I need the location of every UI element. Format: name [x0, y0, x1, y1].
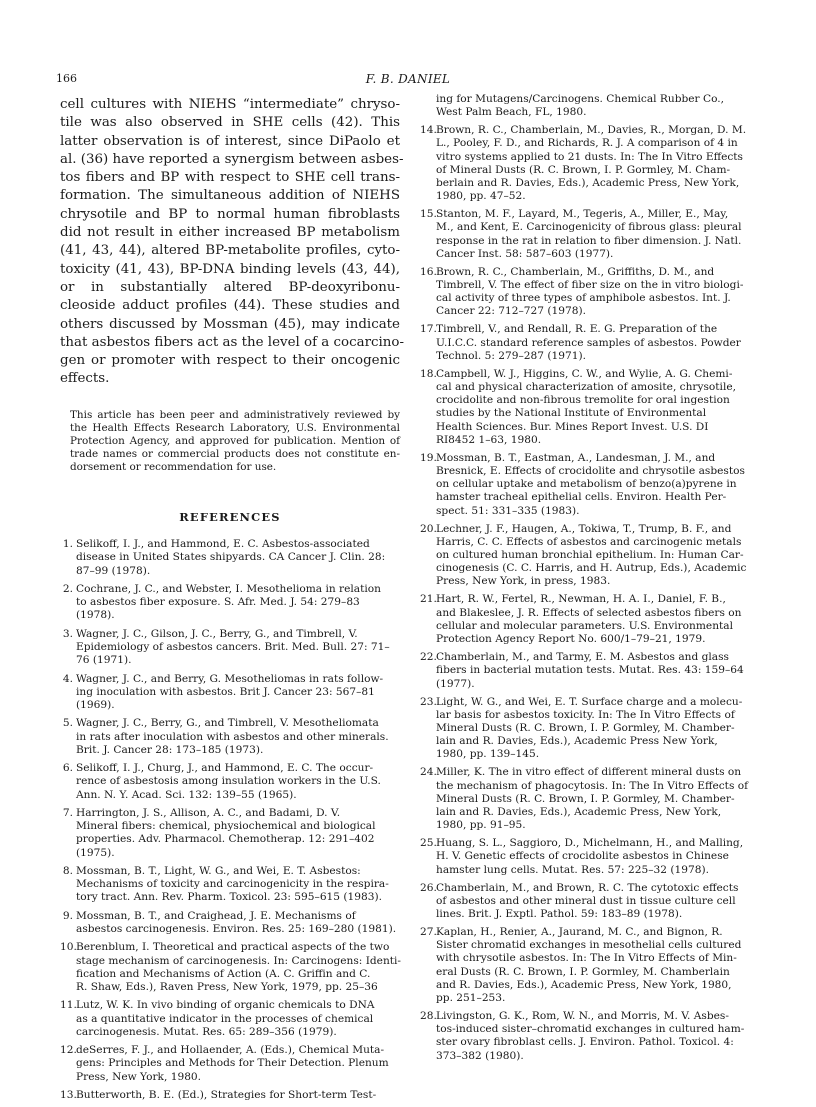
- reference-line: 1980, pp. 91–95.: [436, 819, 526, 832]
- body-text-line: toxicity (41, 43), BP-DNA binding levels (43, 44),: [60, 261, 400, 277]
- reference-line: Sister chromatid exchanges in mesothelial cells cultured: [436, 939, 742, 952]
- reference-number: 9.: [62, 909, 73, 922]
- reference-line: the mechanism of phagocytosis. In: The In Vitro Effects of: [436, 779, 749, 792]
- body-text-line: chrysotile and BP to normal human fibroblasts: [60, 206, 400, 222]
- page-number: 166: [56, 72, 77, 85]
- reference-line: (1975).: [76, 846, 115, 859]
- reference-line: Harrington, J. S., Allison, A. C., and Badami, D. V.: [76, 807, 341, 819]
- reference-line: Brown, R. C., Chamberlain, M., Griffiths, D. M., and: [436, 265, 715, 278]
- left-column: [60, 96, 404, 1107]
- reference-line: response in the rat in relation to fiber dimension. J. Natl.: [436, 234, 742, 247]
- reference-line: Mossman, B. T., and Craighead, J. E. Mechanisms of: [76, 909, 356, 922]
- reference-line: cellular and molecular parameters. U.S. Environmental: [436, 619, 733, 632]
- reference-line: Huang, S. L., Saggioro, D., Michelmann, H., and Malling,: [436, 837, 744, 850]
- reference-item: [60, 1044, 400, 1084]
- reference-line: 76 (1971).: [76, 654, 132, 667]
- reference-line: Butterworth, B. E. (Ed.), Strategies for Short-term Test-: [76, 1088, 377, 1101]
- reference-line: Timbrell, V. The effect of fiber size on the in vitro biologi-: [436, 279, 744, 292]
- reference-item: [60, 1089, 400, 1102]
- reference-number: 6.: [62, 762, 73, 775]
- reference-line: of Mineral Dusts (R. C. Brown, I. P. Gormley, M. Cham-: [436, 163, 731, 176]
- reference-line: Selikoff, I. J., and Hammond, E. C. Asbestos-associated: [76, 538, 370, 551]
- reference-number: 27.: [420, 925, 437, 938]
- body-text-line: (41, 43, 44), altered BP-metabolite profiles, cyto-: [60, 243, 400, 259]
- reference-line: Lutz, W. K. In vivo binding of organic chemicals to DNA: [76, 999, 375, 1012]
- reference-line: Cancer Inst. 58: 587–603 (1977).: [436, 247, 614, 260]
- reference-line: of asbestos and other mineral dust in tissue culture cell: [436, 894, 736, 907]
- reference-line: ster ovary fibroblast cells. J. Environ. Pathol. Toxicol. 4:: [436, 1036, 734, 1049]
- reference-line: Mossman, B. T., Eastman, A., Landesman, J. M., and: [436, 451, 716, 464]
- reference-line: ing inoculation with asbestos. Brit J. Cancer 23: 567–81: [76, 685, 375, 698]
- reference-item: [420, 651, 762, 691]
- reference-item: [60, 538, 400, 578]
- reference-line: Harris, C. C. Effects of asbestos and carcinogenic metals: [436, 535, 742, 548]
- reference-item: [60, 762, 400, 802]
- reference-number: 14.: [420, 124, 437, 137]
- reference-number: 19.: [420, 451, 437, 464]
- reference-line: rence of asbestosis among insulation workers in the U.S.: [76, 775, 381, 788]
- reference-line: Wagner, J. C., Berry, G., and Timbrell, V. Mesotheliomata: [76, 717, 379, 730]
- reference-line: and R. Davies, Eds.), Academic Press, New York, 1980,: [436, 978, 732, 991]
- reference-number: 13.: [60, 1088, 77, 1101]
- references-list-left: [60, 538, 400, 1102]
- reference-line: Kaplan, H., Renier, A., Jaurand, M. C., and Bignon, R.: [436, 925, 723, 938]
- reference-item: [420, 323, 762, 363]
- reference-number: 15.: [420, 208, 437, 221]
- body-text-line: gen or promoter with respect to their oncogenic: [60, 353, 400, 369]
- reference-line: Health Sciences. Bur. Mines Report Invest. U.S. DI: [436, 420, 709, 433]
- reference-item: [60, 999, 400, 1039]
- reference-line: Lechner, J. F., Haugen, A., Tokiwa, T., Trump, B. F., and: [436, 522, 732, 535]
- reference-line: Timbrell, V., and Rendall, R. E. G. Preparation of the: [436, 323, 718, 336]
- review-note-line: the Health Effects Research Laboratory, U.S. Environmental: [70, 421, 400, 434]
- reference-line: Berenblum, I. Theoretical and practical aspects of the two: [76, 941, 390, 954]
- reference-item: [420, 696, 762, 762]
- reference-line: 87–99 (1978).: [76, 564, 151, 577]
- reference-line: 373–382 (1980).: [436, 1049, 524, 1062]
- reference-item: [420, 368, 762, 447]
- reference-item: [60, 865, 400, 905]
- reference-line: lar basis for asbestos toxicity. In: The In Vitro Effects of: [436, 708, 735, 721]
- reference-number: 26.: [420, 881, 437, 894]
- reference-line: in rats after inoculation with asbestos and other minerals.: [76, 730, 389, 743]
- review-note: [60, 409, 400, 474]
- reference-number: 10.: [60, 941, 77, 954]
- reference-line: Bresnick, E. Effects of crocidolite and chrysotile asbestos: [436, 465, 745, 478]
- references-list-right: [420, 93, 762, 1063]
- reference-line: Mossman, B. T., Light, W. G., and Wei, E. T. Asbestos:: [76, 865, 361, 877]
- reference-line: Protection Agency Report No. 600/1–79–21, 1979.: [436, 633, 706, 646]
- reference-item: [60, 717, 400, 757]
- review-note-line: Protection Agency, and approved for publication. Mention of: [70, 434, 400, 447]
- reference-line: Technol. 5: 279–287 (1971).: [436, 349, 586, 362]
- reference-line: deSerres, F. J., and Hollaender, A. (Eds.), Chemical Muta-: [76, 1044, 385, 1057]
- reference-line: hamster tracheal epithelial cells. Environ. Health Per-: [436, 491, 727, 504]
- reference-line: carcinogenesis. Mutat. Res. 65: 289–356 (1979).: [76, 1025, 337, 1038]
- reference-line: berlain and R. Davies, Eds.), Academic Press, New York,: [436, 177, 740, 190]
- reference-item: [60, 941, 400, 994]
- reference-line: cal and physical characterization of amosite, chrysotile,: [436, 381, 736, 394]
- page-header: [0, 72, 816, 88]
- reference-line: properties. Adv. Pharmacol. Chemotherap. 12: 291–402: [76, 833, 375, 846]
- reference-line: R. Shaw, Eds.), Raven Press, New York, 1979, pp. 25–36: [76, 981, 378, 993]
- reference-line: Miller, K. The in vitro effect of different mineral dusts on: [436, 766, 742, 779]
- reference-line: pp. 251–253.: [436, 991, 506, 1004]
- reference-line: cinogenesis (C. C. Harris, and H. Autrup, Eds.), Academic: [436, 562, 747, 575]
- body-text-line: that asbestos fibers act as the level of a cocarcino-: [60, 334, 404, 350]
- reference-line: West Palm Beach, FL, 1980.: [436, 106, 587, 119]
- reference-line: RI8452 1–63, 1980.: [436, 433, 542, 446]
- reference-line: tos-induced sister–chromatid exchanges in cultured ham-: [436, 1023, 745, 1036]
- reference-number: 3.: [62, 627, 73, 640]
- reference-line: ing for Mutagens/Carcinogens. Chemical Rubber Co.,: [436, 93, 724, 105]
- reference-number: 12.: [60, 1044, 77, 1057]
- reference-line: lain and R. Davies, Eds.), Academic Press New York,: [436, 735, 718, 748]
- reference-item: [420, 1010, 762, 1063]
- body-text-line: al. (36) have reported a synergism between asbes-: [60, 151, 404, 167]
- running-head: F. B. DANIEL: [365, 72, 451, 86]
- body-paragraph: [60, 96, 404, 389]
- reference-item: [420, 93, 762, 119]
- reference-line: on cultured human bronchial epithelium. In: Human Car-: [436, 549, 744, 562]
- reference-item: [420, 926, 762, 1005]
- reference-line: disease in United States shipyards. CA Cancer J. Clin. 28:: [76, 551, 386, 564]
- reference-item: [60, 628, 400, 668]
- body-text-line: cell cultures with NIEHS “intermediate” chryso-: [60, 97, 400, 112]
- reference-line: Mineral Dusts (R. C. Brown, I. P. Gormley, M. Chamber-: [436, 792, 735, 805]
- reference-line: fibers in bacterial mutation tests. Mutat. Res. 43: 159–64: [436, 664, 744, 677]
- reference-line: Selikoff, I. J., Churg, J., and Hammond, E. C. The occur-: [76, 762, 374, 775]
- reference-item: [420, 766, 762, 832]
- reference-line: Brown, R. C., Chamberlain, M., Davies, R., Morgan, D. M.: [436, 124, 747, 137]
- review-note-line: dorsement or recommendation for use.: [70, 461, 277, 474]
- reference-item: [60, 910, 400, 936]
- reference-line: as a quantitative indicator in the processes of chemical: [76, 1012, 374, 1025]
- reference-number: 28.: [420, 1009, 437, 1022]
- reference-line: (1977).: [436, 677, 475, 690]
- reference-line: Campbell, W. J., Higgins, C. W., and Wylie, A. G. Chemi-: [436, 367, 733, 380]
- reference-line: Mineral Dusts (R. C. Brown, I. P. Gormley, M. Chamber-: [436, 721, 735, 734]
- body-text-line: formation. The simultaneous addition of NIEHS: [60, 188, 400, 204]
- reference-line: Press, New York, 1980.: [76, 1070, 202, 1083]
- reference-line: H. V. Genetic effects of crocidolite asbestos in Chinese: [436, 850, 729, 863]
- reference-line: Chamberlain, M., and Brown, R. C. The cytotoxic effects: [436, 881, 739, 894]
- reference-line: (1969).: [76, 699, 115, 712]
- reference-line: fication and Mechanisms of Action (A. C. Griffin and C.: [76, 967, 371, 980]
- reference-line: Cancer 22: 712–727 (1978).: [436, 305, 586, 318]
- reference-number: 23.: [420, 695, 437, 708]
- reference-number: 22.: [420, 651, 437, 664]
- references-heading: REFERENCES: [179, 510, 281, 525]
- reference-number: 24.: [420, 766, 437, 779]
- reference-line: Mineral fibers: chemical, physiochemical and biological: [76, 820, 376, 833]
- reference-line: Cochrane, J. C., and Webster, I. Mesothelioma in relation: [76, 583, 381, 596]
- review-note-line: This article has been peer and administratively reviewed by: [70, 408, 400, 421]
- reference-line: Epidemiology of asbestos cancers. Brit. Med. Bull. 27: 71–: [76, 641, 390, 654]
- reference-line: (1978).: [76, 609, 115, 622]
- reference-number: 18.: [420, 367, 437, 380]
- reference-line: vitro systems applied to 21 dusts. In: The In Vitro Effects: [436, 150, 743, 163]
- reference-item: [420, 452, 762, 518]
- reference-item: [420, 593, 762, 646]
- body-text-line: others discussed by Mossman (45), may indicate: [60, 316, 400, 332]
- reference-line: Ann. N. Y. Acad. Sci. 132: 139–55 (1965).: [76, 788, 297, 801]
- reference-line: Stanton, M. F., Layard, M., Tegeris, A., Miller, E., May,: [436, 208, 729, 221]
- reference-line: crocidolite and non-fibrous tremolite for oral ingestion: [436, 394, 730, 407]
- body-text-line: or in substantially altered BP-deoxyribonu-: [60, 279, 400, 295]
- reference-line: stage mechanism of carcinogenesis. In: Carcinogens: Identi-: [76, 954, 401, 967]
- reference-item: [420, 523, 762, 589]
- reference-number: 17.: [420, 323, 437, 336]
- reference-line: spect. 51: 331–335 (1983).: [436, 504, 580, 517]
- reference-number: 20.: [420, 522, 437, 535]
- body-text-line: did not result in either increased BP metabolism: [60, 225, 400, 241]
- reference-line: lain and R. Davies, Eds.), Academic Press, New York,: [436, 805, 722, 818]
- reference-line: eral Dusts (R. C. Brown, I. P. Gormley, M. Chamberlain: [436, 965, 730, 978]
- reference-line: tory tract. Ann. Rev. Pharm. Toxicol. 23: 595–615 (1983).: [76, 891, 382, 904]
- reference-line: Chamberlain, M., and Tarmy, E. M. Asbestos and glass: [436, 651, 729, 664]
- reference-line: Hart, R. W., Fertel, R., Newman, H. A. I., Daniel, F. B.,: [436, 593, 726, 606]
- reference-item: [420, 208, 762, 261]
- reference-line: with chrysotile asbestos. In: The In Vitro Effects of Min-: [436, 952, 737, 965]
- reference-item: [420, 882, 762, 922]
- reference-number: 8.: [62, 865, 73, 877]
- reference-line: Livingston, G. K., Rom, W. N., and Morris, M. V. Asbes-: [436, 1009, 729, 1022]
- reference-line: Light, W. G., and Wei, E. T. Surface charge and a molecu-: [436, 695, 743, 708]
- reference-line: lines. Brit. J. Exptl. Pathol. 59: 183–89 (1978).: [436, 907, 683, 920]
- reference-line: Mechanisms of toxicity and carcinogenicity in the respira-: [76, 878, 389, 891]
- reference-number: 5.: [62, 717, 73, 730]
- reference-number: 2.: [62, 583, 73, 596]
- reference-line: gens: Principles and Methods for Their Detection. Plenum: [76, 1057, 389, 1070]
- reference-line: L., Pooley, F. D., and Richards, R. J. A comparison of 4 in: [436, 137, 738, 150]
- reference-number: 7.: [62, 807, 73, 819]
- reference-number: 25.: [420, 837, 437, 850]
- reference-line: 1980, pp. 47–52.: [436, 190, 526, 203]
- reference-number: 11.: [60, 999, 77, 1012]
- body-text-line: cleoside adduct profiles (44). These studies and: [60, 298, 400, 314]
- reference-line: and Blakeslee, J. R. Effects of selected asbestos fibers on: [436, 606, 742, 619]
- body-text-line: latter observation is of interest, since DiPaolo et: [60, 133, 400, 149]
- reference-item: [60, 673, 400, 713]
- reference-line: on cellular uptake and metabolism of benzo(a)pyrene in: [436, 478, 737, 491]
- right-column: [420, 93, 762, 1068]
- reference-line: Brit. J. Cancer 28: 173–185 (1973).: [76, 743, 264, 756]
- reference-line: U.I.C.C. standard reference samples of asbestos. Powder: [436, 336, 741, 349]
- reference-line: Wagner, J. C., Gilson, J. C., Berry, G., and Timbrell, V.: [76, 627, 358, 640]
- body-text-line: effects.: [60, 371, 110, 387]
- reference-line: M., and Kent, E. Carcinogenicity of fibrous glass: pleural: [436, 221, 742, 234]
- reference-line: cal activity of three types of amphibole asbestos. Int. J.: [436, 292, 731, 305]
- reference-item: [420, 124, 762, 203]
- reference-item: [420, 837, 762, 877]
- reference-number: 21.: [420, 593, 437, 606]
- reference-item: [60, 583, 400, 623]
- reference-number: 4.: [62, 672, 73, 685]
- reference-number: 16.: [420, 265, 437, 278]
- reference-line: Wagner, J. C., and Berry, G. Mesotheliomas in rats follow-: [76, 672, 384, 685]
- reference-line: Press, New York, in press, 1983.: [436, 575, 611, 588]
- reference-line: hamster lung cells. Mutat. Res. 57: 225–32 (1978).: [436, 863, 709, 876]
- reference-number: 1.: [62, 538, 73, 551]
- reference-line: studies by the National Institute of Environmental: [436, 407, 707, 420]
- body-text-line: tos fibers and BP with respect to SHE cell trans-: [60, 170, 400, 186]
- reference-line: to asbestos fiber exposure. S. Afr. Med. J. 54: 279–83: [76, 596, 360, 609]
- review-note-line: trade names or commercial products does not constitute en-: [70, 448, 400, 461]
- reference-item: [420, 266, 762, 319]
- body-text-line: tile was also observed in SHE cells (42). This: [60, 115, 400, 131]
- reference-line: 1980, pp. 139–145.: [436, 748, 540, 761]
- reference-line: asbestos carcinogenesis. Environ. Res. 25: 169–280 (1981).: [76, 923, 397, 935]
- reference-item: [60, 807, 400, 860]
